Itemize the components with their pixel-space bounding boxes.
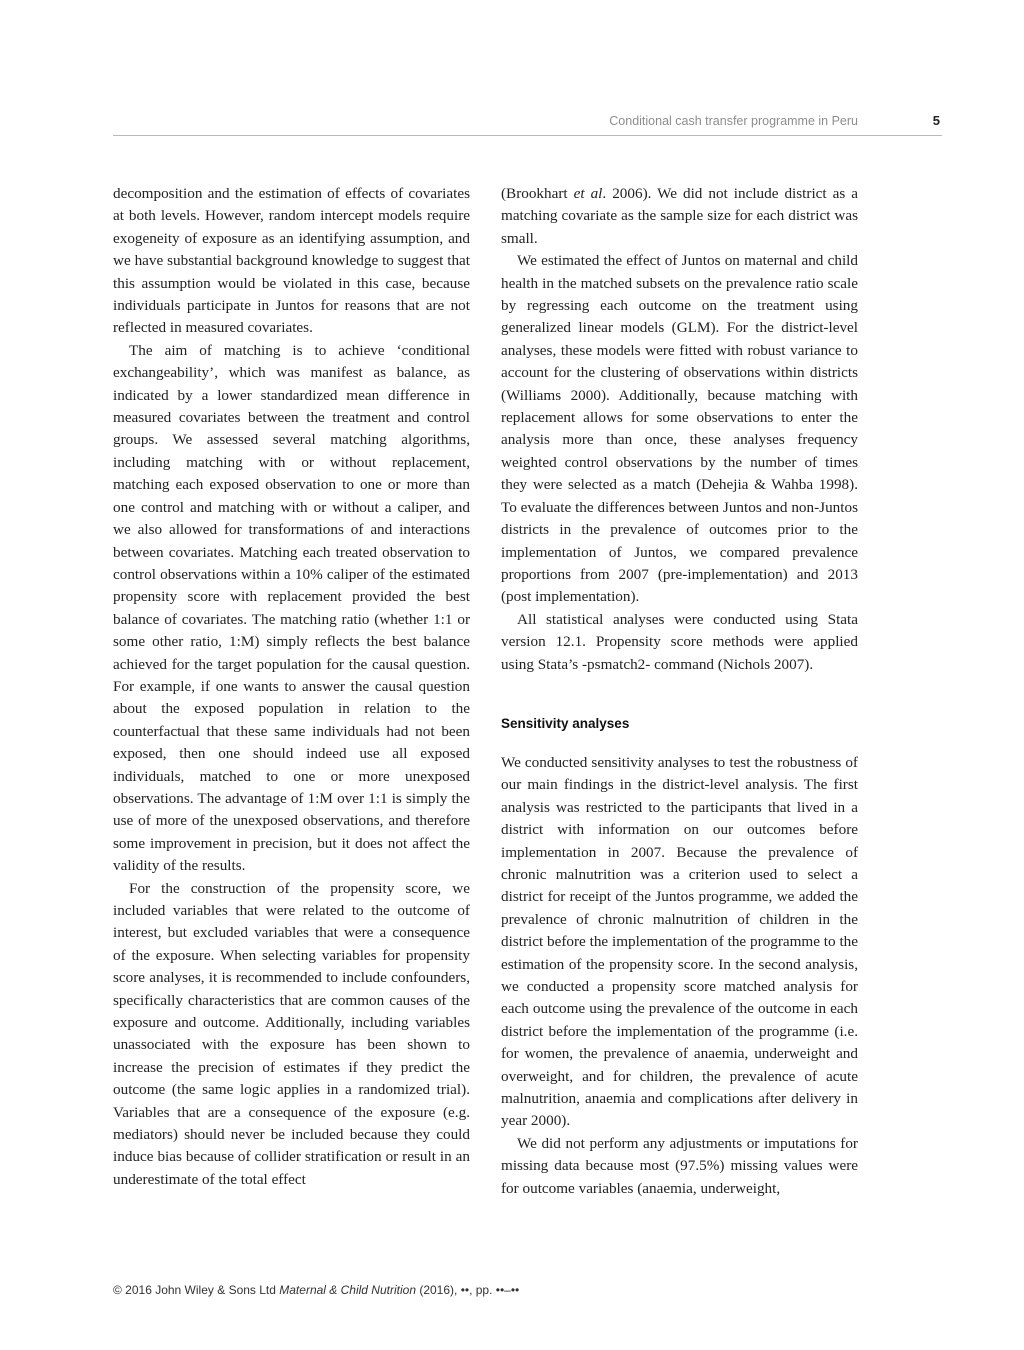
body-paragraph: The aim of matching is to achieve ‘conditional exchangeability’, which was manifest as balance, as indicated by a lower standardized mean difference in measured covariates between the treatment and control groups. We assessed several matching algorithms, including matching with or without replacement, matching each exposed observation to one or more than one control and matching with or without a caliper, and we also allowed for transformations of and interactions between covariates. Matching each treated observation to control observations within a 10% caliper of the estimated propensity score with replacement provided the best balance of covariates. The matching ratio (whether 1:1 or some other ratio, 1:M) simply reflects the best balance achieved for the target population for the causal question. For example, if one wants to answer the causal question about the exposed population in relation to the counterfactual that these same individuals had not been exposed, then one should indeed use all exposed individuals, matched to one or more unexposed observations. The advantage of 1:M over 1:1 is simply the use of more of the unexposed observations, and therefore some improvement in precision, but it does not affect the validity of the results. <box>113 341 470 875</box>
left-column <box>113 183 470 1191</box>
text-run: . 2006). We did not include district as a matching covariate as the sample size for each district was small. <box>501 185 859 247</box>
text-run: (Brookhart <box>501 185 574 202</box>
copyright-text: © 2016 John Wiley & Sons Ltd <box>113 1283 280 1297</box>
right-column <box>501 183 858 1200</box>
body-paragraph <box>501 183 858 250</box>
body-paragraph: We estimated the effect of Juntos on maternal and child health in the matched subsets on the prevalence ratio scale by regressing each outcome on the treatment using generalized linear models (GLM). For the district-level analyses, these models were fitted with robust variance to account for the clustering of observations within districts (Williams 2000). Additionally, because matching with replacement allows for some observations to enter the analysis more than once, these analyses frequency weighted control observations by the number of times they were selected as a match (Dehejia & Wahba 1998). To evaluate the differences between Juntos and non-Juntos districts in the prevalence of outcomes prior to the implementation of Juntos, we compared prevalence proportions from 2007 (pre-implementation) and 2013 (post implementation). <box>501 252 858 606</box>
italic-text: et al <box>573 185 603 202</box>
journal-name: Maternal & Child Nutrition <box>279 1283 416 1297</box>
body-paragraph: We conducted sensitivity analyses to test the robustness of our main findings in the district-level analysis. The first analysis was restricted to the participants that lived in a district with information on our outcomes before implementation in 2007. Because the prevalence of chronic malnutrition was a criterion used to select a district for receipt of the Juntos programme, we added the prevalence of chronic malnutrition of children in the district before the implementation of the programme to the estimation of the propensity score. In the second analysis, we conducted a propensity score matched analysis for each outcome using the prevalence of the outcome in each district before the implementation of the programme (i.e. for women, the prevalence of anaemia, underweight and overweight, and for children, the prevalence of acute malnutrition, anaemia and complications after delivery in year 2000). <box>501 753 858 1130</box>
body-paragraph: For the construction of the propensity score, we included variables that were related to the outcome of interest, but excluded variables that were a consequence of the exposure. When selecting variables for propensity score analyses, it is recommended to include confounders, specifically characteristics that are common causes of the exposure and outcome. Additionally, including variables unassociated with the exposure has been shown to increase the precision of estimates if they predict the outcome (the same logic applies in a randomized trial). Variables that are a consequence of the exposure (e.g. mediators) should never be included because they could induce bias because of collider stratification or result in an underestimate of the total effect <box>113 879 470 1188</box>
citation-text: (2016), ••, pp. ••–•• <box>416 1283 520 1297</box>
page-number: 5 <box>932 113 940 128</box>
body-paragraph: We did not perform any adjustments or imputations for missing data because most (97.5%) missing values were for outcome variables (anaemia, underweight, <box>501 1134 858 1197</box>
body-paragraph: decomposition and the estimation of effects of covariates at both levels. However, random intercept models require exogeneity of exposure as an identifying assumption, and we have substantial background knowledge to suggest that this assumption would be violated in this case, because individuals participate in Juntos for reasons that are not reflected in measured covariates. <box>113 185 470 337</box>
body-paragraph: All statistical analyses were conducted using Stata version 12.1. Propensity score methods were applied using Stata’s -psmatch2- command (Nichols 2007). <box>501 610 858 673</box>
section-heading: Sensitivity analyses <box>501 715 630 731</box>
running-title: Conditional cash transfer programme in Peru <box>609 114 858 128</box>
running-header <box>113 113 942 136</box>
page-footer <box>113 1283 519 1297</box>
